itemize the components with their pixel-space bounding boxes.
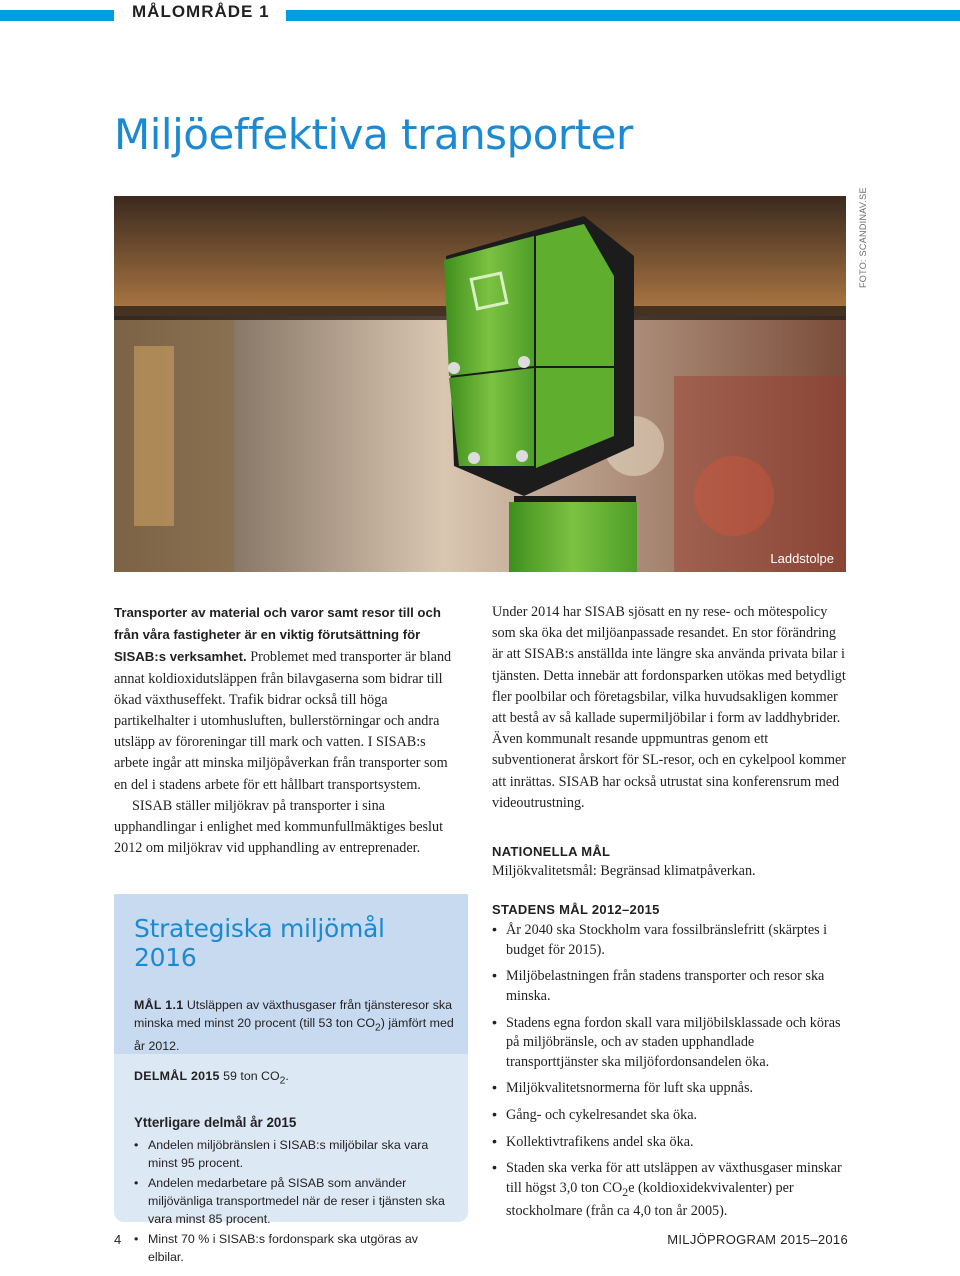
procurement-paragraph: SISAB ställer miljökrav på transporter i sina upphandlingar i enlighet med kommunfullmäktiges beslut 2012 om miljökrav vid upphandling av entreprenader.	[114, 797, 444, 857]
city-goals-heading: STADENS MÅL 2012–2015	[492, 902, 660, 918]
list-item: • Miljökvalitetsnormerna för luft ska uppnås.	[492, 1079, 848, 1099]
list-item: • Andelen miljöbränslen i SISAB:s miljöbilar ska vara minst 95 procent.	[134, 1136, 454, 1172]
co2-subscript: 2	[375, 1022, 381, 1034]
list-item: • Minst 70 % i SISAB:s fordonspark ska utgöras av elbilar.	[134, 1230, 454, 1266]
left-column	[114, 602, 460, 859]
right-column	[492, 602, 848, 1229]
page-number: 4	[114, 1232, 122, 1247]
list-item: • Kollektivtrafikens andel ska öka.	[492, 1133, 848, 1153]
goal-label: MÅL 1.1	[134, 998, 184, 1012]
intro-text: Problemet med transporter är bland annat koldioxidutsläppen från bilavgaserna som bidrar till ökad växthuseffekt. Trafik bidrar också till höga partikelhalter i utomhusluften, bullerstörningar och andra utsläpp av föroreningar till mark och vatten. I SISAB:s arbete ingår att minska miljöpåverkan från transporter som en del i stadens arbete för ett hållbart transportsystem.	[114, 649, 452, 793]
accent-bar-right	[286, 10, 960, 21]
accent-bar-left	[0, 10, 114, 21]
photo-credit-text: FOTO: SCANDINAV.SE	[858, 187, 868, 288]
city-goals-list	[492, 921, 848, 1222]
lead-text: Transporter av material och varor samt resor till och från våra fastigheter är en viktig förutsättning för SISAB:s verksamhet.	[114, 605, 441, 665]
additional-goals-heading: Ytterligare delmål år 2015	[134, 1114, 297, 1130]
goal-text-end: ) jämfört med år 2012.	[134, 1016, 454, 1054]
sub-goal-2015	[134, 1067, 454, 1090]
goal-text: Utsläppen av växthusgaser från tjänsteresor ska minska med minst 20 procent (till 53 ton CO	[134, 998, 452, 1030]
additional-goals-list	[134, 1136, 454, 1266]
co2-subscript: 2	[622, 1184, 629, 1199]
last-item-text-end: e (koldioxidekvivalenter) per stockholmare (från ca 4,0 ton år 2005).	[506, 1179, 794, 1220]
strategic-goals-box	[114, 894, 468, 1264]
co2-subscript: 2	[279, 1075, 286, 1087]
photo-illustration	[114, 196, 846, 572]
national-goals-heading: NATIONELLA MÅL	[492, 844, 611, 860]
section-label: MÅLOMRÅDE 1	[132, 2, 270, 21]
list-item: • Stadens egna fordon skall vara miljöbilsklassade och köras på miljöbränsle, och av staden upphandlade transporttjänster ska miljöfordonsandelen öka.	[492, 1014, 848, 1073]
list-item	[492, 1159, 848, 1222]
goals-box-title: Strategiska miljömål 2016	[134, 914, 385, 972]
photo-credit	[846, 187, 868, 296]
intro-paragraph	[114, 602, 460, 796]
header-bar	[0, 0, 960, 28]
publication-name: MILJÖPROGRAM 2015–2016	[667, 1232, 848, 1247]
last-item-text: Staden ska verka för att utsläppen av växthusgaser minskar till högst 3,0 ton CO	[506, 1160, 842, 1196]
sub-goal-end: .	[285, 1069, 289, 1084]
list-item: • Gång- och cykelresandet ska öka.	[492, 1106, 848, 1126]
list-item: • Andelen medarbetare på SISAB som använder miljövänliga transportmedel när de reser i tjänsten ska vara minst 85 procent.	[134, 1174, 454, 1228]
list-item: • År 2040 ska Stockholm vara fossilbränslefritt (skärptes i budget för 2015).	[492, 921, 848, 960]
goal-1-1	[134, 996, 454, 1055]
page-title: Miljöeffektiva transporter	[114, 110, 633, 159]
goals-box-content	[134, 914, 454, 1268]
national-goals-text: Miljökvalitetsmål: Begränsad klimatpåverkan.	[492, 863, 756, 880]
list-item: • Miljöbelastningen från stadens transporter och resor ska minska.	[492, 967, 848, 1006]
ev-charging-station-image	[114, 196, 846, 572]
photo-caption: Laddstolpe	[770, 551, 834, 566]
travel-policy-paragraph: Under 2014 har SISAB sjösatt en ny rese- och mötespolicy som ska öka det miljöanpassade resandet. En stor förändring är att SISAB:s anställda inte längre ska använda privata bilar i tjänsten. Detta innebär att fordonsparken utökas med betydligt fler poolbilar och företagsbilar, vilka huvudsakligen kommer att bestå av så kallade supermiljöbilar i form av laddhybrider. Även kommunalt resande uppmuntras genom ett subventionerat årskort för SL-resor, och en cykelpool kommer att inrättas. SISAB har också utrustat sina konferensrum med videoutrustning.	[492, 604, 847, 811]
sub-goal-label: DELMÅL 2015	[134, 1069, 220, 1084]
sub-goal-text: 59 ton CO	[219, 1069, 280, 1084]
section-tag	[114, 0, 286, 26]
